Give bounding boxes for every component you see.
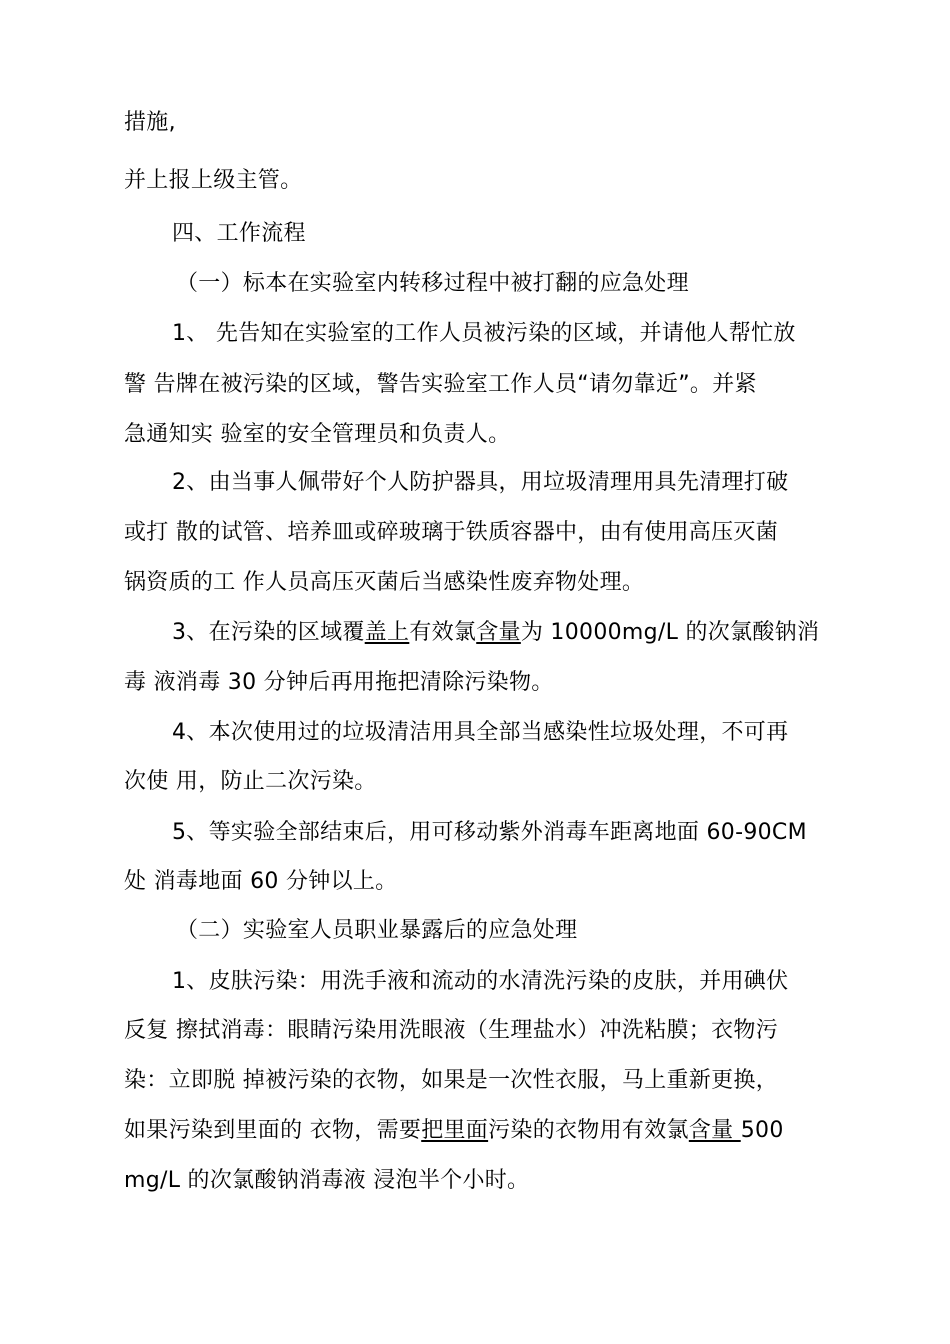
text-line: 5、等实验全部结束后，用可移动紫外消毒车距离地面 60-90CM — [172, 820, 807, 845]
text-line: 并上报上级主管。 — [124, 168, 303, 193]
underlined-text: 含量 — [688, 1118, 741, 1143]
text-line: 次使 用，防止二次污染。 — [124, 769, 377, 794]
text-segment: 500 — [740, 1118, 784, 1143]
text-line: 措施, — [124, 110, 176, 135]
text-segment: 为 10000mg/L 的次氯酸钠消 — [520, 620, 820, 645]
text-line: 染：立即脱 掉被污染的衣物，如果是一次性衣服，马上重新更换， — [124, 1068, 778, 1093]
text-line — [124, 1116, 784, 1146]
text-line: 1、 先告知在实验室的工作人员被污染的区域，并请他人帮忙放 — [172, 321, 796, 346]
text-line: 反复 擦拭消毒：眼睛污染用洗眼液（生理盐水）冲洗粘膜；衣物污 — [124, 1018, 778, 1043]
text-line: mg/L 的次氯酸钠消毒液 浸泡半个小时。 — [124, 1168, 530, 1193]
subsection-heading: （一）标本在实验室内转移过程中被打翻的应急处理 — [176, 271, 689, 296]
text-line: 或打 散的试管、培养皿或碎玻璃于铁质容器中，由有使用高压灭菌 — [124, 520, 778, 545]
text-segment: 3、在污染的区域覆 — [172, 620, 365, 645]
text-line: 毒 液消毒 30 分钟后再用拖把清除污染物。 — [124, 670, 554, 695]
text-line: 1、皮肤污染：用洗手液和流动的水清洗污染的皮肤，并用碘伏 — [172, 969, 789, 994]
text-segment: 有效氯 — [409, 620, 477, 645]
text-line: 锅资质的工 作人员高压灭菌后当感染性废弃物处理。 — [124, 570, 645, 595]
text-segment: 如果污染到里面的 衣物，需要 — [124, 1118, 422, 1143]
text-line — [172, 618, 819, 648]
text-segment: 污染的衣物用有效氯 — [488, 1118, 689, 1143]
text-line: 警 告牌在被污染的区域，警告实验室工作人员“请勿靠近”。并紧 — [124, 372, 757, 397]
text-line: 2、由当事人佩带好个人防护器具，用垃圾清理用具先清理打破 — [172, 470, 789, 495]
text-line: 4、本次使用过的垃圾清洁用具全部当感染性垃圾处理，不可再 — [172, 720, 789, 745]
section-heading: 四、工作流程 — [172, 221, 306, 246]
text-line: 处 消毒地面 60 分钟以上。 — [124, 869, 398, 894]
underlined-text: 盖上 — [364, 620, 410, 645]
underlined-text: 把里面 — [421, 1118, 489, 1143]
text-line: 急通知实 验室的安全管理员和负责人。 — [124, 422, 511, 447]
subsection-heading: （二）实验室人员职业暴露后的应急处理 — [176, 918, 578, 943]
underlined-text: 含量 — [476, 620, 521, 645]
